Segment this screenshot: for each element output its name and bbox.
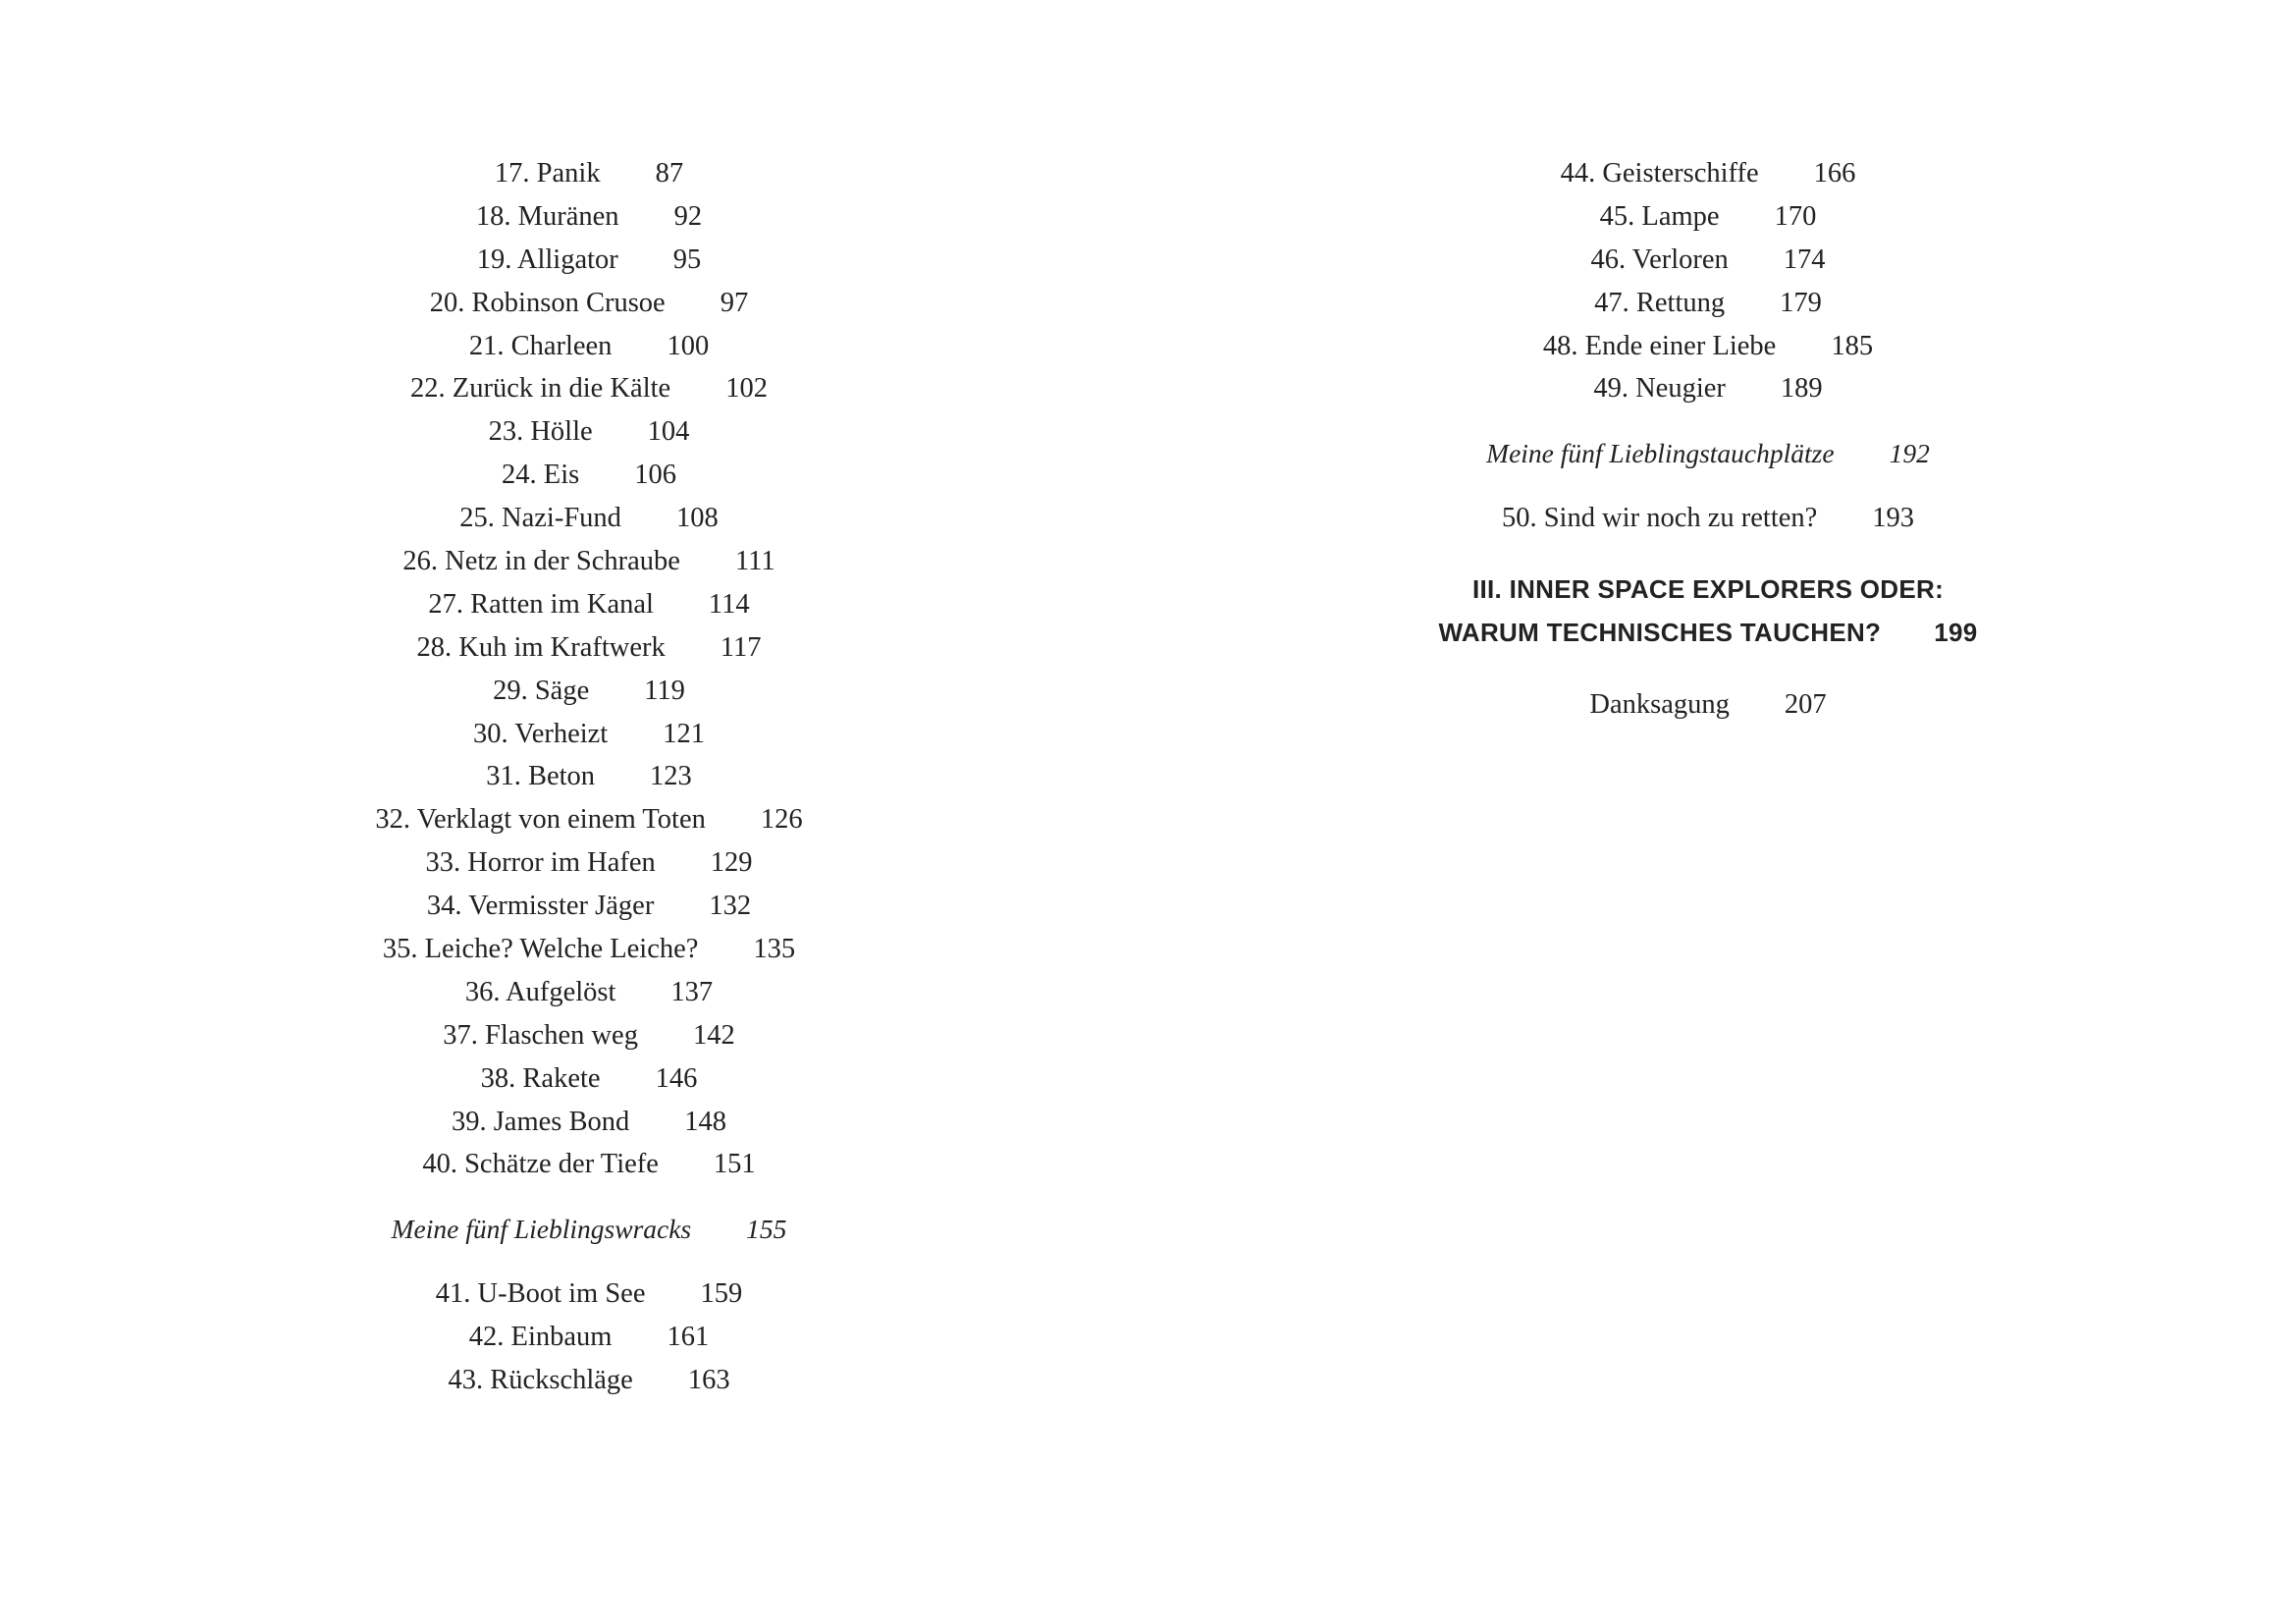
entry-page: 179 — [1780, 287, 1822, 318]
entry-title: 38. Rakete — [480, 1062, 601, 1094]
toc-entry — [1414, 195, 2002, 239]
toc-entry — [1414, 282, 2002, 325]
toc-entry — [1414, 325, 2002, 368]
toc-entry — [294, 282, 883, 325]
entry-page: 108 — [675, 503, 719, 534]
entry-title: 43. Rückschläge — [448, 1365, 633, 1396]
toc-entry — [294, 195, 883, 239]
toc-entry — [294, 367, 883, 410]
part-heading-line1: III. INNER SPACE EXPLORERS ODER: — [1471, 574, 1945, 605]
entry-title: 37. Flaschen weg — [443, 1019, 638, 1051]
entry-page: 119 — [644, 675, 685, 706]
left-page — [294, 152, 883, 1402]
entry-page: 114 — [708, 588, 750, 620]
entry-title: 50. Sind wir noch zu retten? — [1501, 503, 1818, 534]
toc-entry — [1414, 152, 2002, 195]
entry-page: 126 — [760, 804, 803, 836]
entry-title: 41. U-Boot im See — [435, 1278, 646, 1310]
entry-title: 33. Horror im Hafen — [425, 847, 656, 879]
toc-entry-50 — [1414, 497, 2002, 540]
entry-title: 34. Vermisster Jäger — [426, 891, 655, 922]
toc-entry — [294, 540, 883, 583]
entry-title: 35. Leiche? Welche Leiche? — [382, 934, 699, 965]
entry-title: Meine fünf Lieblingswracks — [391, 1214, 692, 1245]
part-heading-line2: WARUM TECHNISCHES TAUCHEN? — [1438, 618, 1882, 648]
entry-title: 31. Beton — [486, 761, 596, 792]
right-page — [1414, 152, 2002, 727]
entry-page: 123 — [650, 761, 692, 792]
entry-page: 95 — [672, 244, 702, 275]
toc-entry — [294, 1101, 883, 1144]
toc-entry — [294, 626, 883, 670]
toc-entry — [294, 239, 883, 282]
entry-title: 30. Verheizt — [473, 718, 609, 749]
toc-entry — [294, 713, 883, 756]
entry-page: 151 — [713, 1149, 756, 1180]
entry-page: 97 — [720, 287, 749, 318]
entry-page: 132 — [709, 891, 752, 922]
entry-page: 102 — [725, 373, 768, 405]
entry-page: 129 — [710, 847, 753, 879]
entry-page: 161 — [667, 1322, 710, 1353]
toc-list-left — [294, 152, 883, 1186]
toc-entry — [294, 1359, 883, 1402]
entry-page: 166 — [1813, 158, 1856, 189]
entry-title: 19. Alligator — [476, 244, 618, 275]
entry-page: 121 — [663, 718, 705, 749]
toc-entry — [294, 755, 883, 798]
entry-page: 189 — [1780, 373, 1823, 405]
entry-page: 137 — [670, 976, 714, 1007]
entry-page: 193 — [1872, 503, 1915, 534]
entry-page: 170 — [1774, 200, 1817, 232]
toc-entry-thanks — [1414, 683, 2002, 727]
toc-entry — [294, 1014, 883, 1057]
entry-title: 21. Charleen — [468, 330, 613, 361]
entry-title: 45. Lampe — [1599, 200, 1720, 232]
toc-list-right — [1414, 152, 2002, 410]
entry-title: 39. James Bond — [451, 1106, 630, 1137]
toc-entry-favorite-wrecks — [294, 1208, 883, 1251]
entry-title: 47. Rettung — [1594, 287, 1726, 318]
toc-entry — [294, 841, 883, 885]
entry-page: 207 — [1784, 689, 1827, 721]
entry-page: 163 — [687, 1365, 730, 1396]
entry-page: 155 — [746, 1214, 787, 1245]
part-heading — [1414, 568, 2002, 654]
toc-entry — [294, 670, 883, 713]
entry-title: 23. Hölle — [488, 416, 593, 448]
entry-page: 106 — [634, 460, 676, 491]
entry-title: 29. Säge — [493, 675, 590, 706]
entry-title: 20. Robinson Crusoe — [429, 287, 666, 318]
entry-title: 46. Verloren — [1590, 244, 1729, 275]
toc-entry-favorite-dive-sites — [1414, 432, 2002, 475]
toc-entry — [294, 971, 883, 1014]
entry-title: 28. Kuh im Kraftwerk — [416, 631, 666, 663]
toc-list-left-continued — [294, 1272, 883, 1402]
entry-page: 159 — [700, 1278, 743, 1310]
toc-entry — [294, 1057, 883, 1101]
entry-page: 174 — [1783, 244, 1826, 275]
toc-entry — [1414, 367, 2002, 410]
toc-entry — [294, 928, 883, 971]
toc-entry — [1414, 239, 2002, 282]
entry-title: Meine fünf Lieblingstauchplätze — [1486, 438, 1835, 469]
entry-title: 36. Aufgelöst — [464, 976, 616, 1007]
entry-title: 27. Ratten im Kanal — [428, 588, 654, 620]
entry-page: 87 — [655, 158, 684, 189]
toc-entry — [294, 454, 883, 497]
entry-title: 22. Zurück in die Kälte — [410, 373, 671, 405]
entry-title: 49. Neugier — [1593, 373, 1726, 405]
entry-title: 26. Netz in der Schraube — [402, 546, 680, 577]
entry-title: Danksagung — [1589, 689, 1730, 721]
entry-title: 40. Schätze der Tiefe — [422, 1149, 659, 1180]
entry-page: 92 — [673, 200, 703, 232]
part-heading-page: 199 — [1934, 618, 1978, 648]
toc-entry — [294, 410, 883, 454]
toc-entry — [294, 1143, 883, 1186]
entry-title: 32. Verklagt von einem Toten — [375, 804, 706, 836]
toc-entry — [294, 798, 883, 841]
entry-title: 44. Geisterschiffe — [1560, 158, 1759, 189]
entry-page: 146 — [655, 1062, 698, 1094]
toc-entry — [294, 1316, 883, 1359]
toc-entry — [294, 152, 883, 195]
toc-entry — [294, 885, 883, 928]
toc-entry — [294, 497, 883, 540]
entry-page: 117 — [720, 631, 762, 663]
toc-entry — [294, 583, 883, 626]
entry-page: 104 — [647, 416, 690, 448]
entry-page: 192 — [1889, 438, 1930, 469]
entry-title: 42. Einbaum — [468, 1322, 613, 1353]
entry-title: 17. Panik — [494, 158, 601, 189]
entry-page: 185 — [1831, 330, 1874, 361]
entry-page: 142 — [692, 1019, 735, 1051]
toc-entry — [294, 325, 883, 368]
entry-page: 111 — [734, 546, 775, 577]
entry-page: 100 — [667, 330, 710, 361]
entry-page: 135 — [753, 934, 796, 965]
entry-title: 25. Nazi-Fund — [459, 503, 621, 534]
entry-title: 24. Eis — [502, 460, 580, 491]
entry-title: 48. Ende einer Liebe — [1542, 330, 1777, 361]
toc-entry — [294, 1272, 883, 1316]
entry-title: 18. Muränen — [475, 200, 619, 232]
entry-page: 148 — [684, 1106, 727, 1137]
